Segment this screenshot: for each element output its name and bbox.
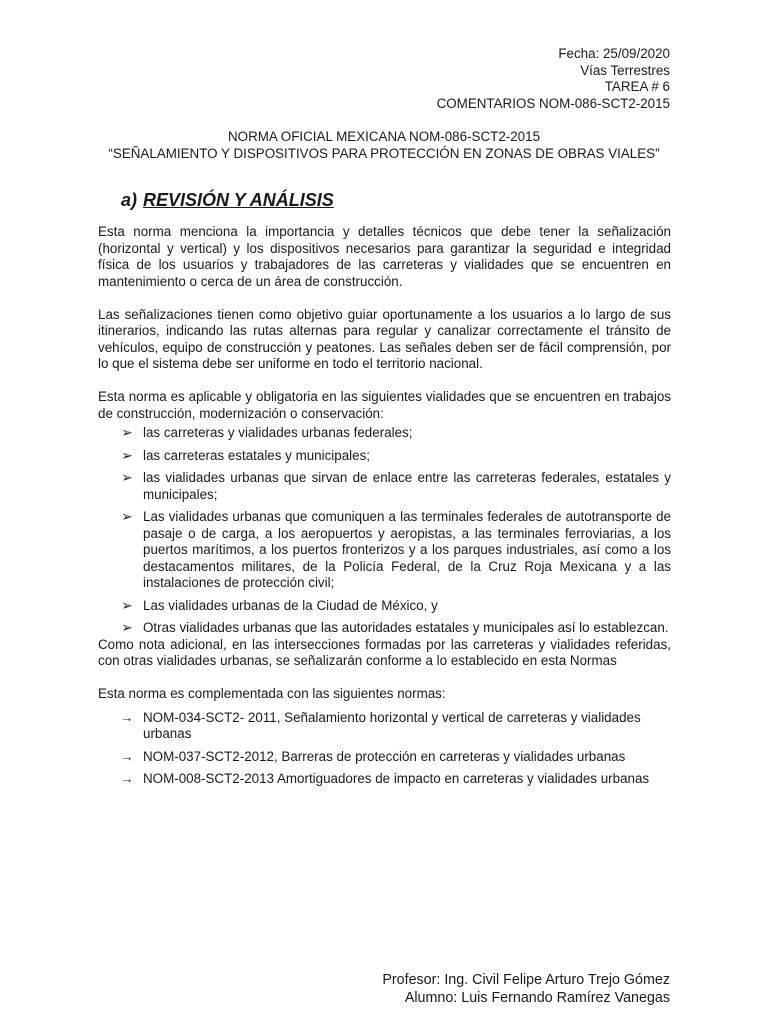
list-item: → NOM-008-SCT2-2013 Amortiguadores de impacto en carreteras y vialidades urbanas [120, 771, 650, 786]
date-line: Fecha: 25/09/2020 [558, 46, 670, 61]
arrow-bullet-icon: ➢ [121, 620, 133, 635]
paragraph-objective: Las señalizaciones tienen como objetivo guiar oportunamente a los usuarios a lo largo de sus itinerarios, indicando las rutas alternas para regular y canalizar correctamente el tránsito de vehículos, equipo de construcción y peatones. Las señales deben ser de fácil comprensión, por lo que el sistema debe ser uniforme en todo el territorio nacional. [98, 306, 671, 371]
document-body [98, 224, 671, 794]
arrow-bullet-icon: ➢ [121, 425, 133, 440]
task-line: TAREA # 6 [604, 79, 670, 94]
paragraph-complement: Esta norma es complementada con las siguientes normas: [98, 686, 446, 701]
arrow-bullet-icon: ➢ [121, 470, 133, 485]
comments-line: COMENTARIOS NOM-086-SCT2-2015 [436, 95, 670, 111]
list-item: → NOM-034-SCT2- 2011, Señalamiento horizontal y vertical de carreteras y vialidades urbanas [120, 709, 641, 741]
list-item: ➢ las carreteras y vialidades urbanas federales; [121, 425, 413, 440]
roads-list [98, 425, 671, 637]
document-title [0, 129, 768, 162]
arrow-bullet-icon: ➢ [121, 597, 133, 613]
list-item: ➢ las carreteras estatales y municipales; [121, 447, 370, 463]
document-footer [382, 971, 670, 1007]
arrow-bullet-icon: ➢ [121, 447, 133, 463]
arrow-bullet-icon: ➢ [121, 509, 133, 524]
paragraph-intro: Esta norma menciona la importancia y detalles técnicos que debe tener la señalización (horizontal y vertical) y los dispositivos necesarios para garantizar la seguridad e integridad física de los usuarios y trabajadores de las carreteras y vialidades que se encuentren en mantenimiento o cerca de un área de construcción. [98, 224, 671, 289]
professor-line: Profesor: Ing. Civil Felipe Arturo Trejo Gómez [382, 972, 670, 988]
list-item: ➢ Las vialidades urbanas que comuniquen a las terminales federales de autotransporte de pasaje o de carga, a los aeropuertos y aeropistas, a las terminales ferroviarias, a los puertos marítimos, a los puertos fronterizos y a los parques industriales, así como a los destacamentos militares, de la Policía Federal, de la Cruz Roja Mexicana y a las instalaciones de protección civil; [121, 509, 671, 590]
section-heading [121, 190, 334, 211]
title-line-1: NORMA OFICIAL MEXICANA NOM-086-SCT2-2015 [227, 129, 541, 144]
title-line-2: “SEÑALAMIENTO Y DISPOSITIVOS PARA PROTECCIÓN EN ZONAS DE OBRAS VIALES” [108, 145, 660, 161]
list-item: ➢ Otras vialidades urbanas que las autoridades estatales y municipales así lo establezcan. [121, 620, 669, 635]
list-item: ➢ las vialidades urbanas que sirvan de enlace entre las carreteras federales, estatales y municipales; [121, 470, 671, 502]
student-line: Alumno: Luis Fernando Ramírez Vanegas [404, 990, 670, 1006]
subject-line: Vías Terrestres [580, 62, 670, 78]
section-letter: a) [121, 190, 138, 210]
right-arrow-icon: → [120, 709, 134, 725]
section-heading-text: REVISIÓN Y ANÁLISIS [143, 190, 334, 210]
list-item: → NOM-037-SCT2-2012, Barreras de protección en carreteras y vialidades urbanas [120, 748, 626, 764]
norms-list [98, 710, 671, 788]
paragraph-applicability: Esta norma es aplicable y obligatoria en las siguientes vialidades que se encuentren en trabajos de construcción, modernización o conservación: [98, 389, 671, 421]
right-arrow-icon: → [120, 748, 134, 764]
list-item: ➢ Las vialidades urbanas de la Ciudad de México, y [121, 597, 438, 613]
document-header [437, 46, 670, 112]
right-arrow-icon: → [120, 771, 134, 786]
paragraph-note: Como nota adicional, en las intersecciones formadas por las carreteras y vialidades referidas, con otras vialidades urbanas, se señalizarán conforme a lo establecido en esta Normas [98, 636, 671, 668]
